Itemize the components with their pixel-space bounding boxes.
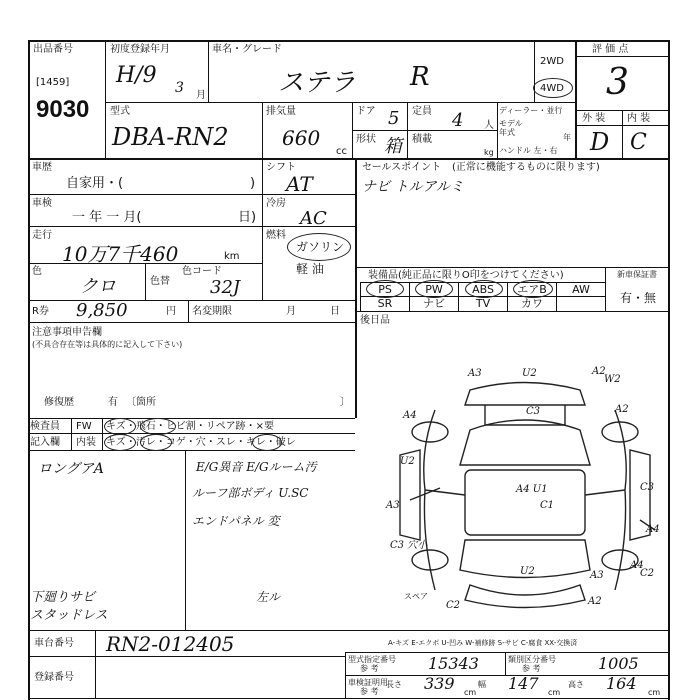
spare-label: スペア [404, 592, 428, 601]
h-line [28, 630, 670, 631]
v-line [497, 102, 498, 158]
remark-right-3: エンドパネル 変 [192, 514, 280, 528]
car-name: ステラ [278, 68, 356, 98]
damage-mark: C3 [526, 406, 541, 417]
cc-unit: cc [336, 146, 347, 157]
first-reg-label: 初度登録年月 [110, 44, 170, 55]
ac-label: 冷房 [266, 198, 286, 209]
sales-point-label: セールスポイント [362, 162, 442, 173]
equip-aw: AW [572, 283, 590, 296]
v-line [185, 450, 186, 630]
equip-circle [366, 280, 404, 298]
exterior-grade: D [590, 128, 610, 156]
interior-items: キズ・汚レ・コゲ・穴・スレ・キレ・破レ [106, 437, 296, 448]
cert-ref: 参 考 [360, 687, 379, 696]
v-line [355, 158, 357, 418]
notes-sub: (不具合存在等は具体的に記入して下さい) [32, 340, 183, 349]
reg-day: 日 [330, 306, 340, 317]
color-code-value: 32J [210, 277, 241, 298]
shift-label: シフト [266, 162, 296, 173]
diagram-legend: A-キズ E-エクボ U-凹み W-補修跡 S-サビ C-腐食 XX-交換済 [388, 639, 578, 647]
damage-mark: A2 [615, 404, 629, 415]
height-label: 高さ [568, 680, 584, 689]
lot-number: 9030 [36, 96, 90, 123]
mileage-value: 10万7千460 [62, 242, 179, 266]
interior-grade: C [630, 130, 647, 155]
registration-label: 名変期限 [192, 306, 232, 317]
damage-mark: A4 [403, 410, 417, 421]
fuel-circle [287, 233, 351, 261]
shape-label: 形状 [356, 134, 376, 145]
inspection-value: 一 年 一 月( [72, 210, 142, 225]
h-line [577, 125, 669, 126]
damage-mark: A4 [630, 560, 644, 571]
damage-mark: U2 [400, 456, 415, 467]
v-line [605, 267, 606, 311]
remark-right-1: E/G異音 E/Gルーム汚 [196, 460, 317, 474]
drive-4wd: 4WD [540, 83, 564, 94]
equipment-label: 装備品 [368, 270, 398, 281]
damage-mark: W2 [604, 374, 621, 385]
model-year-label: モデル [499, 119, 523, 128]
color-no-label: 色替 [150, 276, 170, 287]
mileage-label: 走行 [32, 230, 52, 241]
recycle-label: R券 [32, 306, 49, 317]
new-warranty-value: 有・無 [620, 291, 657, 305]
equip-pw: PW [425, 283, 443, 296]
score-label: 評 価 点 [592, 44, 629, 55]
repair-label: 修復歴 [44, 397, 74, 408]
damage-mark: C1 [540, 500, 555, 511]
ac-value: AC [300, 208, 327, 229]
h-line [577, 110, 669, 111]
cert-label: 車検証明用 [348, 678, 388, 687]
damage-mark: C3 穴小 [390, 540, 428, 551]
inspection-day: 日) [238, 210, 257, 225]
check-circle [104, 418, 136, 435]
damage-mark: C3 [640, 482, 655, 493]
km-unit: km [224, 251, 240, 262]
equip-abs: ABS [472, 283, 494, 296]
displacement-value: 660 [282, 126, 321, 150]
frame-top [28, 40, 670, 42]
type-spec-label: 型式指定番号 [348, 655, 396, 664]
exterior-label: 外 装 [582, 113, 606, 124]
equipment-note: (純正品に限りO印をつけてください) [398, 270, 564, 281]
remark-left-1: ロングアA [38, 461, 104, 477]
damage-mark: C2 [640, 568, 655, 579]
fuel-gas: ガソリン [296, 240, 345, 254]
equip-airbag: エアB [517, 283, 547, 296]
class-value: 1005 [598, 654, 639, 673]
length-unit: cm [464, 688, 477, 697]
h-line [352, 130, 497, 131]
h-line [355, 311, 668, 312]
model-value: DBA-RN2 [112, 123, 229, 151]
capacity-value: 4 [452, 110, 464, 131]
equip-ps: PS [378, 283, 392, 296]
fw-label: FW [76, 421, 92, 432]
equip-circle [513, 280, 553, 298]
damage-mark: A4 [646, 524, 660, 535]
color-value: クロ [80, 276, 116, 297]
remark-left-2: 下廻りサビ [30, 590, 96, 605]
year-unit: 年 [563, 133, 571, 142]
history-label: 車歴 [32, 162, 52, 173]
equip-leather: カワ [521, 297, 543, 310]
later-label: 後日品 [360, 315, 390, 326]
h-line [28, 450, 355, 451]
width-label: 幅 [478, 680, 486, 689]
person-unit: 人 [484, 120, 494, 131]
fields-label: 記入欄 [30, 437, 60, 448]
damage-mark: A2 [592, 366, 606, 377]
header-bottom-line [28, 158, 670, 160]
remark-right-4: 左ル [256, 590, 281, 604]
v-line [145, 263, 146, 300]
month-unit: 月 [196, 90, 206, 101]
displacement-label: 排気量 [266, 106, 296, 117]
history-close: ) [250, 176, 256, 191]
width-value: 147 [508, 674, 539, 693]
dealer-label: ディーラー・並行 [499, 106, 563, 115]
drive-2wd: 2WD [540, 56, 564, 67]
h-line [28, 698, 670, 699]
sales-point-value: ナビ トルアルミ [362, 179, 464, 195]
h-line [28, 656, 345, 657]
drive-circle [533, 78, 573, 98]
remark-right-2: ルーフ部ボディ U.SC [192, 486, 309, 500]
damage-mark: A3 [468, 368, 482, 379]
height-value: 164 [606, 674, 637, 693]
h-line [577, 56, 669, 57]
check-circle [104, 434, 136, 451]
damage-mark: U2 [522, 368, 537, 379]
length-label: 長さ [386, 680, 402, 689]
h-line [28, 418, 355, 419]
car-grade: R [410, 62, 430, 92]
first-reg-era: H/9 [116, 63, 157, 88]
class-label: 類別区分番号 [508, 655, 556, 664]
check-circle [252, 434, 282, 451]
equip-circle [415, 280, 453, 298]
remark-left-3: スタッドレス [30, 608, 108, 623]
length-value: 339 [424, 674, 455, 693]
h-line [345, 652, 669, 653]
handle-label: ハンドル 左・右 [499, 146, 558, 155]
damage-mark: A3 [386, 500, 400, 511]
lot-sub: [1459] [36, 77, 70, 88]
v-line [102, 418, 103, 450]
interior-label: 内 装 [627, 113, 651, 124]
name-label: 車名・グレード [212, 44, 282, 55]
history-value: 自家用・( [66, 176, 124, 191]
fuel-label: 燃料 [266, 230, 286, 241]
capacity-label: 定員 [412, 106, 432, 117]
color-code-label: 色コード [182, 266, 222, 277]
shape-value: 箱 [384, 136, 402, 157]
shift-value: AT [286, 172, 313, 196]
chassis-value: RN2-012405 [106, 632, 235, 656]
h-line [28, 433, 355, 434]
v-line [71, 418, 72, 450]
reg-month: 月 [286, 306, 296, 317]
equip-navi: ナビ [423, 297, 445, 310]
first-reg-month: 3 [175, 80, 184, 96]
door-value: 5 [388, 108, 400, 129]
sales-point-note: (正常に機能するものに限ります) [452, 162, 600, 173]
recycle-value: 9,850 [76, 300, 128, 321]
load-label: 積載 [412, 134, 432, 145]
v-line [95, 630, 96, 698]
damage-mark: C2 [446, 600, 461, 611]
v-line [208, 40, 209, 102]
h-line [355, 267, 668, 268]
score-value: 3 [606, 62, 629, 103]
damage-mark: A2 [588, 596, 602, 607]
damage-mark: U2 [520, 566, 535, 577]
equip-circle [465, 280, 503, 298]
height-unit: cm [648, 688, 661, 697]
type-spec-value: 15343 [428, 654, 479, 673]
damage-mark: A3 [590, 570, 604, 581]
inspector-label: 検査員 [30, 421, 60, 432]
width-unit: cm [548, 688, 561, 697]
fuel-diesel: 軽 油 [296, 262, 324, 276]
yen-unit: 円 [166, 306, 176, 317]
v-line [262, 158, 263, 300]
h-line [28, 322, 355, 323]
door-label: ドア [356, 106, 376, 117]
repair-close: 〕 [340, 397, 350, 408]
model-label: 型式 [110, 106, 130, 117]
v-line [188, 300, 189, 322]
reg-no-label: 登録番号 [34, 672, 74, 683]
repair-bracket: 〔箇所 [126, 397, 156, 408]
v-line [505, 652, 506, 675]
inspection-label: 車検 [32, 198, 52, 209]
repair-yes: 有 [108, 397, 118, 408]
damage-mark: A4 U1 [516, 484, 548, 495]
v-line [575, 40, 577, 158]
check-circle [140, 418, 176, 435]
kg-unit: kg [484, 148, 494, 157]
equip-sr: SR [377, 297, 393, 310]
type-spec-ref: 参 考 [360, 664, 379, 673]
check-circle [140, 434, 172, 451]
chassis-label: 車台番号 [34, 638, 74, 649]
new-warranty-label: 新車保証書 [617, 270, 657, 279]
class-ref: 参 考 [522, 664, 541, 673]
color-label: 色 [32, 266, 42, 277]
lot-label: 出品番号 [33, 44, 73, 55]
interior-row-label: 内装 [76, 437, 96, 448]
notes-label: 注意事項申告欄 [32, 327, 102, 338]
h-line [105, 102, 575, 103]
v-line [105, 40, 106, 158]
v-line [262, 102, 263, 158]
equip-tv: TV [475, 297, 491, 310]
fw-items: キズ・飛石・ヒビ割・リペア跡・×要 [106, 421, 274, 432]
model-year-label2: 年式 [499, 128, 515, 137]
v-line [622, 110, 623, 158]
